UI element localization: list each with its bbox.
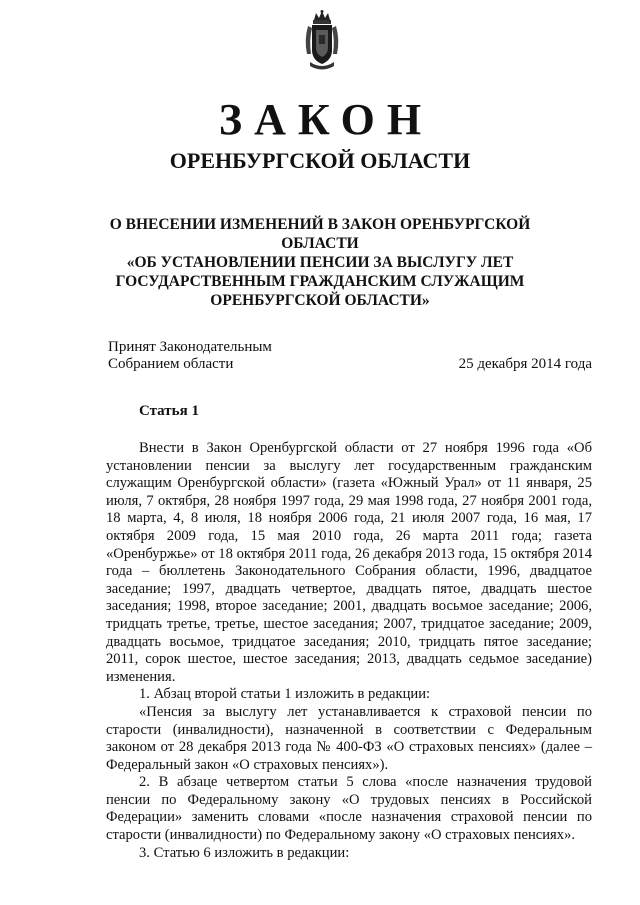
article-paragraph: 1. Абзац второй статьи 1 изложить в редакции:: [139, 686, 431, 703]
adoption-date: 25 декабря 2014 года: [458, 356, 592, 372]
coat-of-arms-emblem: [302, 10, 342, 74]
adoption-line-2: Собранием области: [108, 356, 234, 372]
article-paragraph: 2. В абзаце четвертом статьи 5 слова «после назначения трудовой пенсии по Федеральному закону «О трудовых пенсиях в Российской Федерации» заменить словами «после назначения страховой пенсии по старости (инвалидности) по Федеральному закону «О страховых пенсиях».: [106, 774, 592, 844]
law-subtitle: О ВНЕСЕНИИ ИЗМЕНЕНИЙ В ЗАКОН ОРЕНБУРГСКОЙ ОБЛАСТИ «ОБ УСТАНОВЛЕНИИ ПЕНСИИ ЗА ВЫСЛУГУ ЛЕТ ГОСУДАРСТВЕННЫМ ГРАЖДАНСКИМ СЛУЖАЩИМ ОРЕНБУРГСКОЙ ОБЛАСТИ»: [109, 216, 531, 309]
document-title: ЗАКОН: [218, 95, 434, 144]
article-heading: Статья 1: [139, 403, 199, 419]
article-paragraph: Внести в Закон Оренбургской области от 27 ноября 1996 года «Об установлении пенсии за выслугу лет государственным гражданским служащим Оренбургской области» (газета «Южный Урал» от 11 января, 25 июля, 7 октября, 28 ноября 1997 года, 29 мая 1998 года, 27 ноября 2001 года, 18 марта, 4, 8 июля, 18 ноября 2006 года, 21 июля 2007 года, 16 мая, 17 октября 2009 года, 15 мая 2010 года, 26 марта 2011 года; газета «Оренбуржье» от 18 октября 2011 года, 26 декабря 2013 года, 15 октября 2014 года – бюллетень Законодательного Собрания области, 1996, двадцатое заседание; 1997, двадцать четвертое, двадцать пятое, двадцать шестое заседания; 1998, второе заседание; 2001, двадцать восьмое заседание; 2006, тридцать третье, третье, шестое заседания; 2007, тридцатое заседание; 2009, двадцать восьмое, тридцатое заседания; 2010, тридцать пятое заседание; 2011, сорок шестое, шестое заседания; 2013, двадцать седьмое заседание) изменения.: [106, 440, 592, 685]
coat-of-arms-icon: [302, 10, 342, 74]
article-body: [106, 440, 592, 862]
adoption-note: [108, 339, 272, 373]
article-paragraph: 3. Статью 6 изложить в редакции:: [139, 844, 350, 861]
article-paragraph: «Пенсия за выслугу лет устанавливается к страховой пенсии по старости (инвалидности), назначенной в соответствии с Федеральным законом от 28 декабря 2013 года № 400-ФЗ «О страховых пенсиях» (далее – Федеральный закон «О страховых пенсиях»).: [106, 703, 592, 773]
adoption-line-1: Принят Законодательным: [108, 339, 272, 355]
document-region: ОРЕНБУРГСКОЙ ОБЛАСТИ: [169, 148, 471, 173]
